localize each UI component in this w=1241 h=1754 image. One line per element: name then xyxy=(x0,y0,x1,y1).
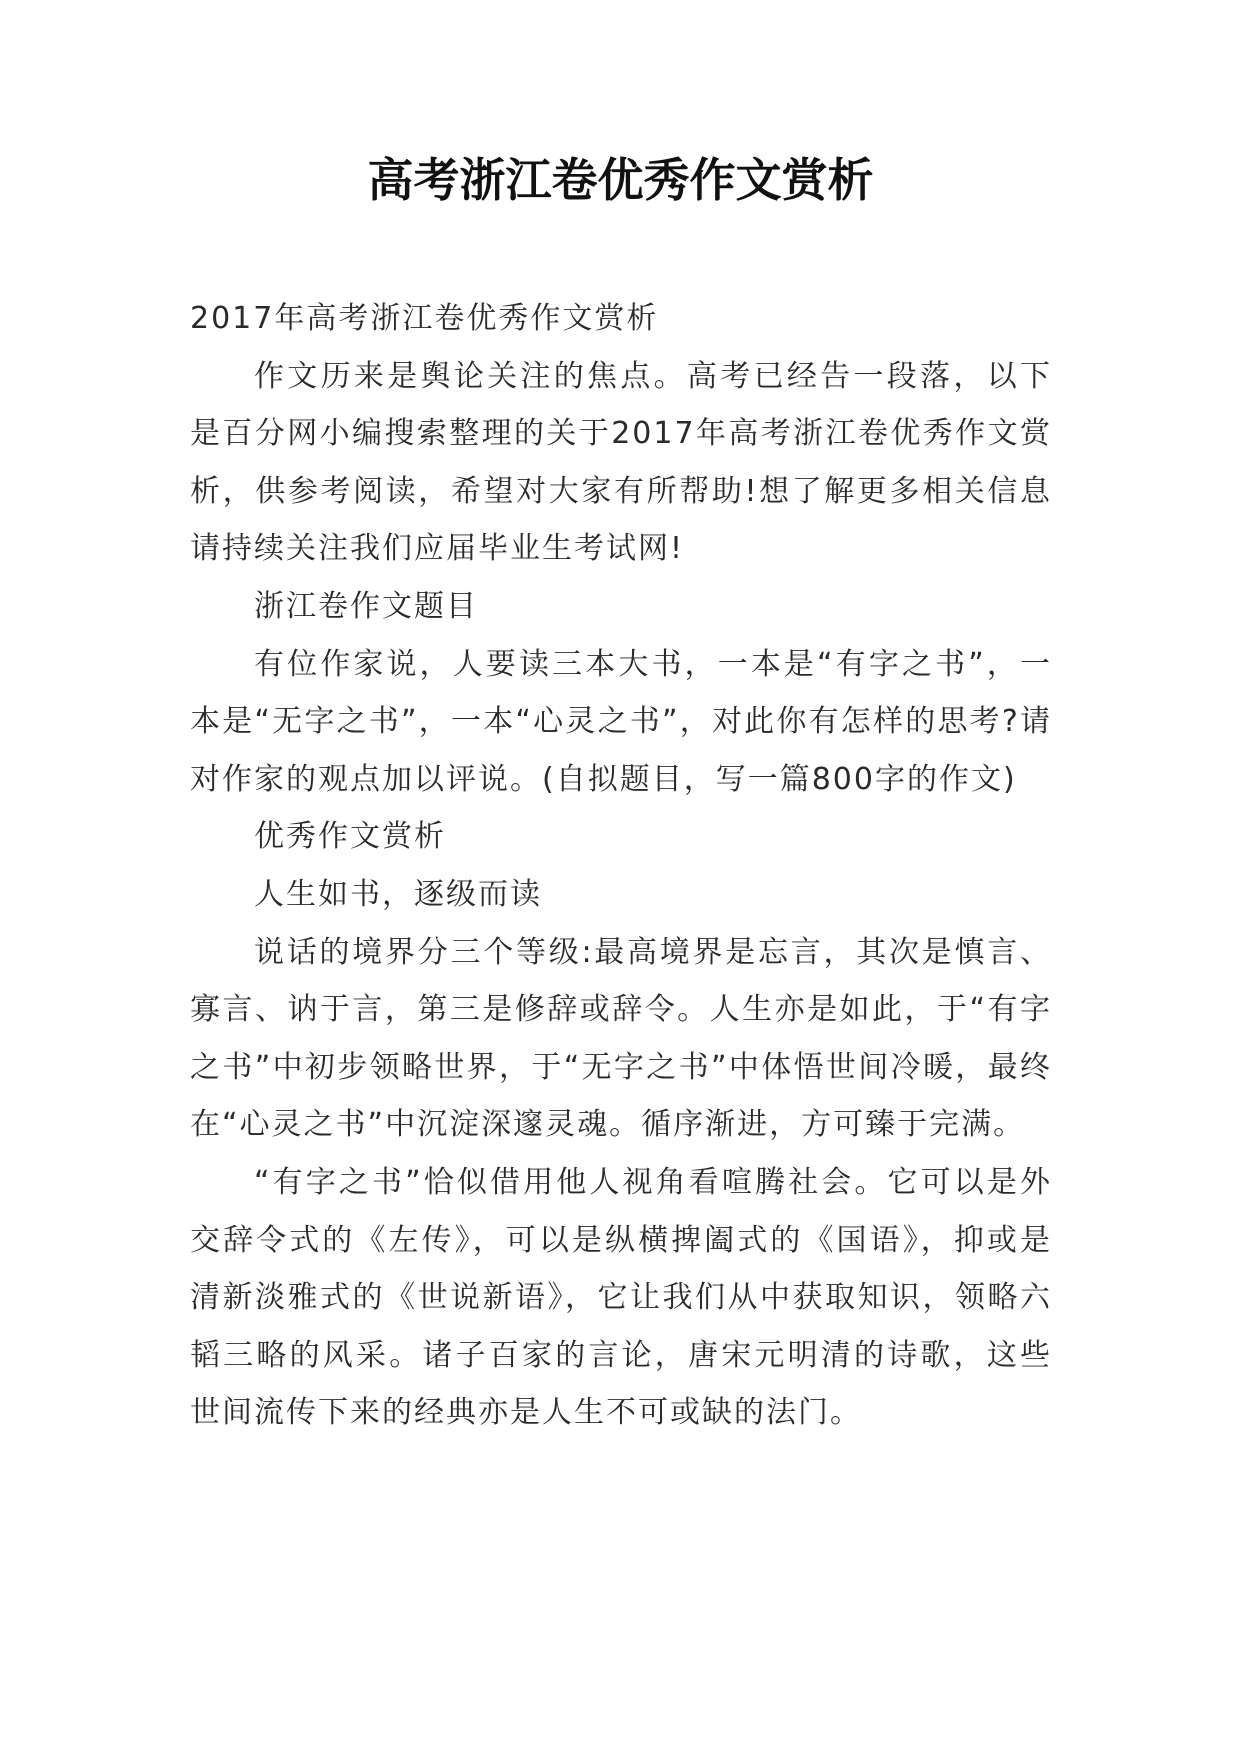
essay-paragraph: “有字之书”恰似借用他人视角看喧腾社会。它可以是外交辞令式的《左传》，可以是纵横捭阖式的《国语》，抑或是清新淡雅式的《世说新语》，它让我们从中获取知识，领略六韬三略的风采。诸子百家的言论，唐宋元明清的诗歌，这些世间流传下来的经典亦是人生不可或缺的法门。 xyxy=(190,1164,1052,1431)
essay-paragraph: 说话的境界分三个等级:最高境界是忘言，其次是慎言、寡言、讷于言，第三是修辞或辞令。人生亦是如此，于“有字之书”中初步领略世界，于“无字之书”中体悟世间冷暖，最终在“心灵之书”中沉淀深邃灵魂。循序渐进，方可臻于完满。 xyxy=(190,934,1052,1143)
paragraph-intro: 作文历来是舆论关注的焦点。高考已经告一段落，以下是百分网小编搜索整理的关于2017年高考浙江卷优秀作文赏析，供参考阅读，希望对大家有所帮助!想了解更多相关信息请持续关注我们应届毕业生考试网! xyxy=(190,358,1052,567)
section-heading-topic: 浙江卷作文题目 xyxy=(254,588,478,624)
document-title: 高考浙江卷优秀作文赏析 xyxy=(367,153,874,207)
paragraph-topic: 有位作家说，人要读三本大书，一本是“有字之书”，一本是“无字之书”，一本“心灵之书”，对此你有怎样的思考?请对作家的观点加以评说。(自拟题目，写一篇800字的作文) xyxy=(190,646,1052,797)
paragraph-heading-line: 2017年高考浙江卷优秀作文赏析 xyxy=(190,301,659,336)
section-heading-essay: 优秀作文赏析 xyxy=(254,819,446,855)
document-body xyxy=(190,290,1052,1442)
essay-title: 人生如书，逐级而读 xyxy=(254,876,542,912)
